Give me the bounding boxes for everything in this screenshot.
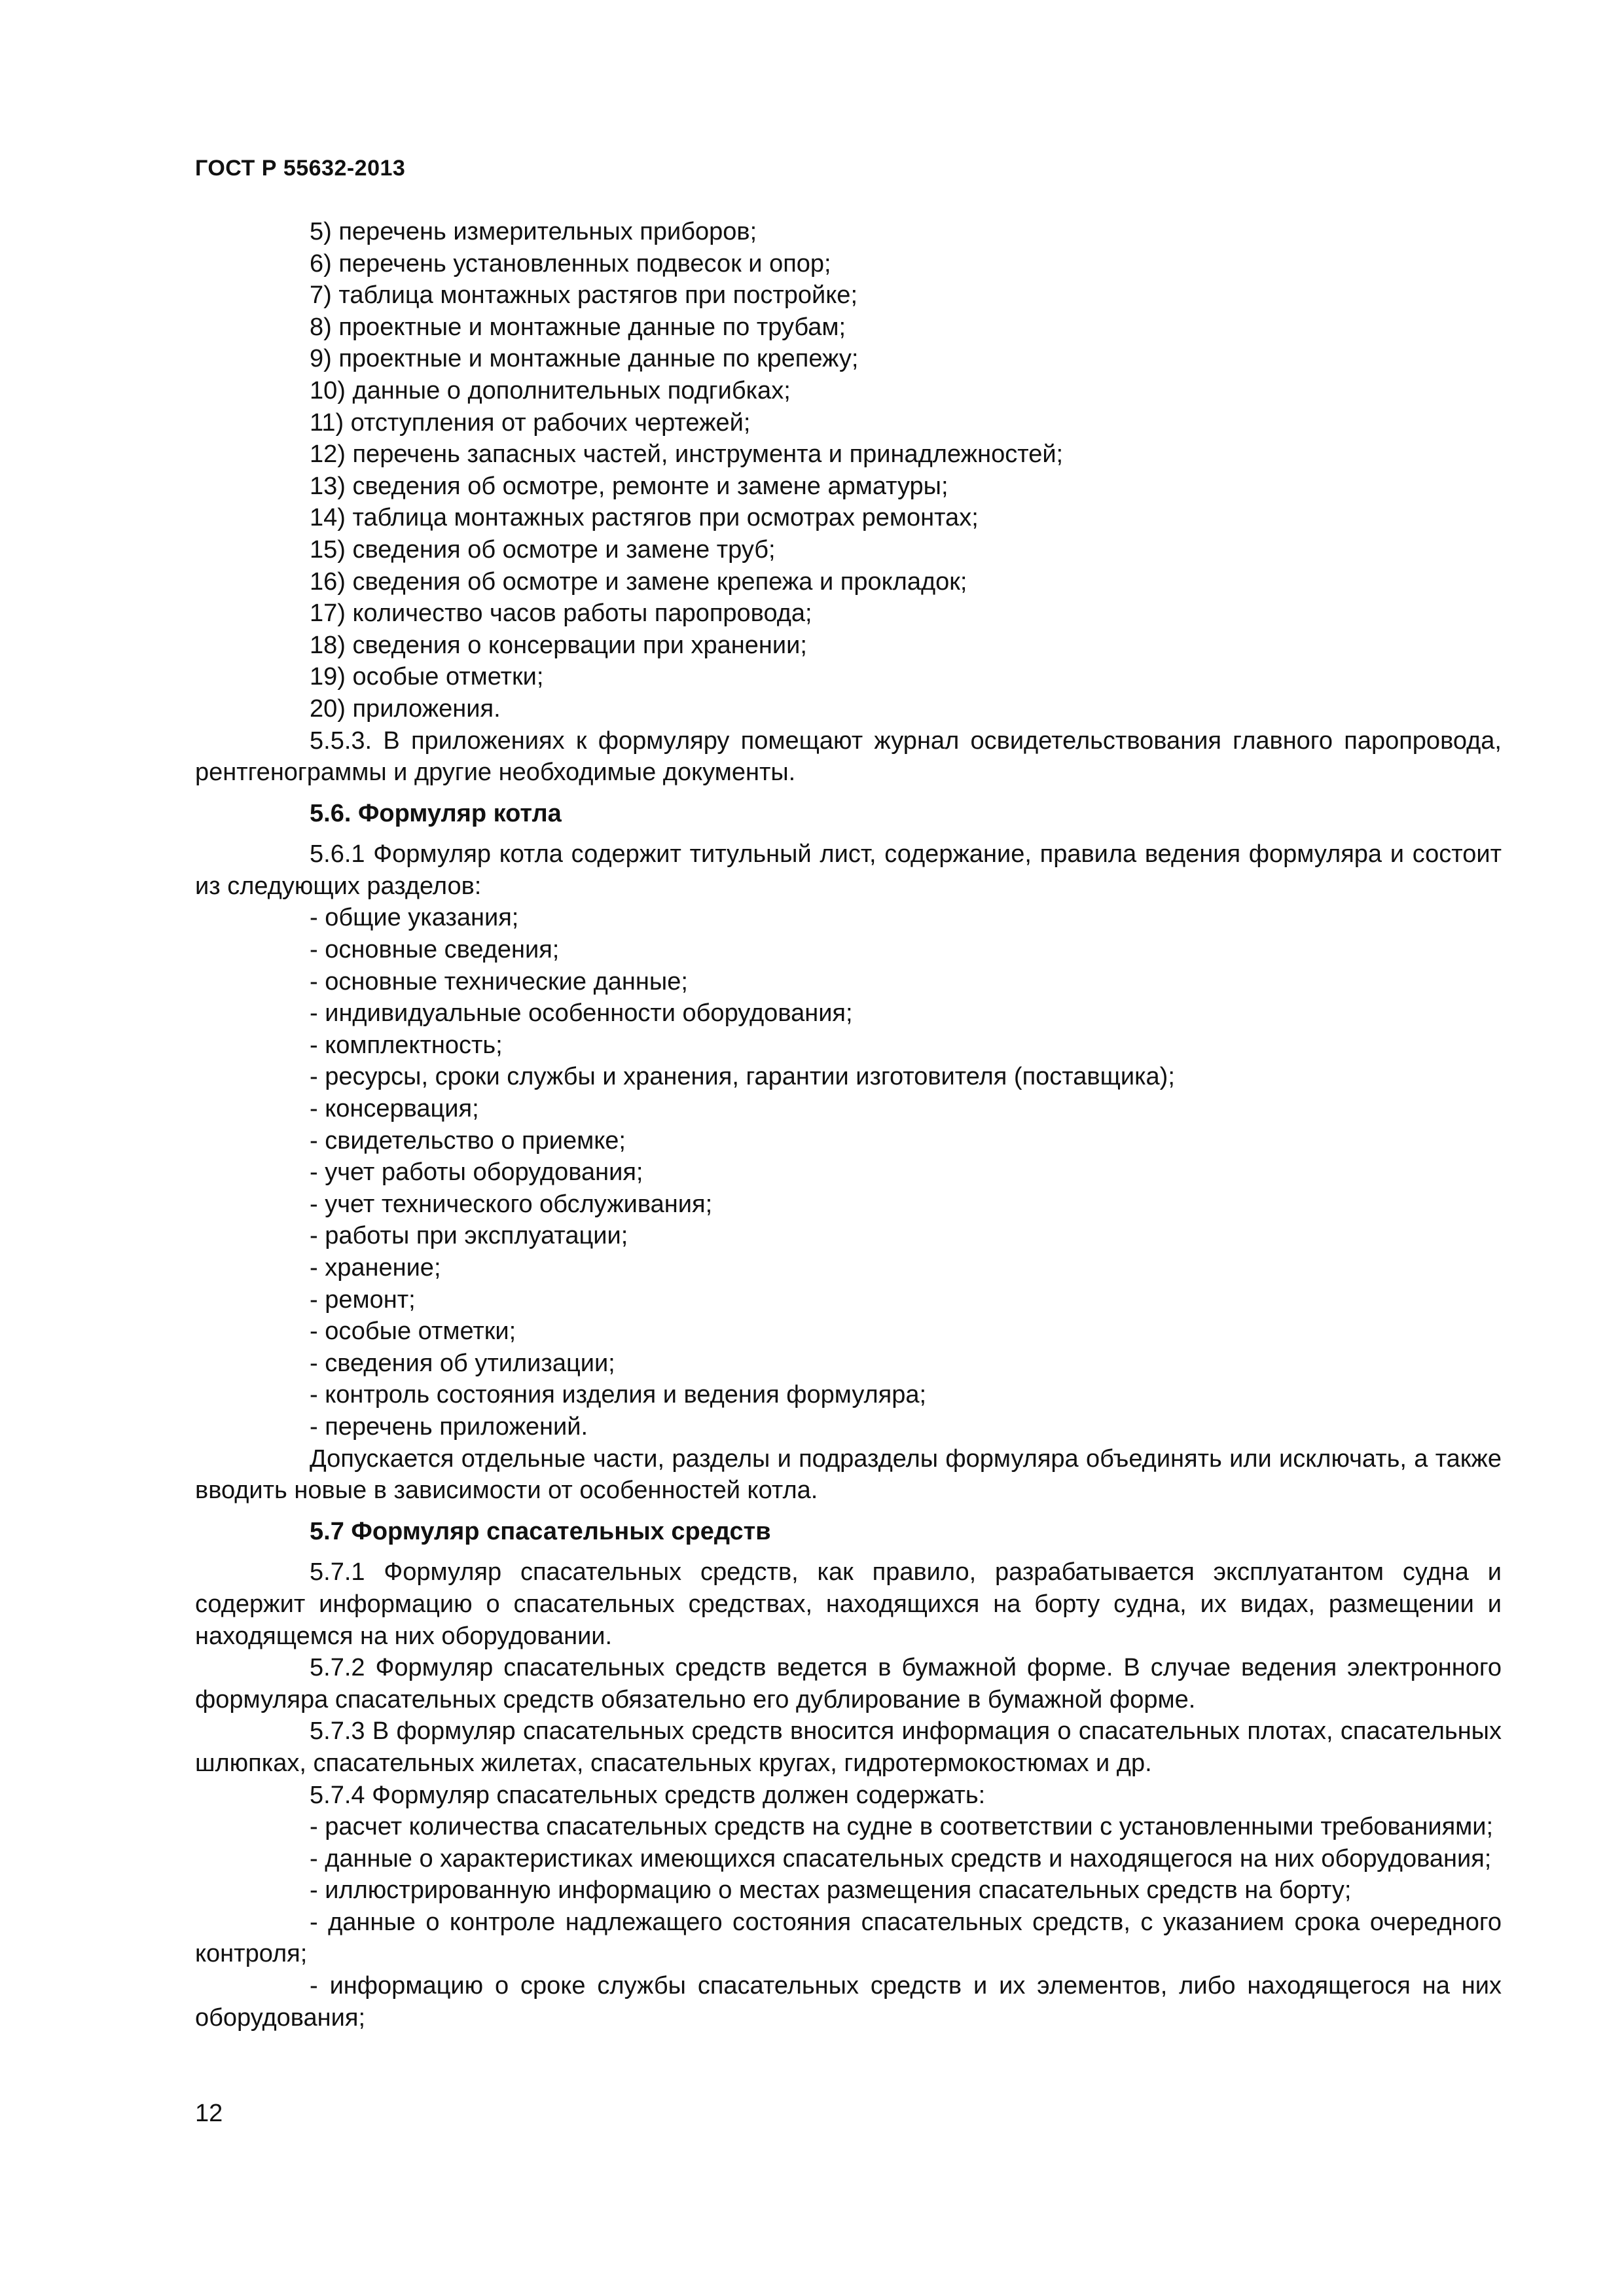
list-item: - ресурсы, сроки службы и хранения, гарантии изготовителя (поставщика); (310, 1063, 1175, 1091)
list-item: 16) сведения об осмотре и замене крепежа и прокладок; (310, 567, 967, 596)
paragraph-5-7-3: 5.7.3 В формуляр спасательных средств вносится информация о спасательных плотах, спасательных шлюпках, спасательных жилетах, спасательных кругах, гидротермокостюмах и др. (195, 1717, 1502, 1777)
list-item: - консервация; (310, 1095, 479, 1123)
list-item: 9) проектные и монтажные данные по крепежу; (310, 345, 859, 373)
page-body (195, 216, 1502, 2034)
list-item: - учет технического обслуживания; (310, 1190, 713, 1218)
list-item: 11) отступления от рабочих чертежей; (310, 408, 751, 437)
list-item: - контроль состояния изделия и ведения формуляра; (310, 1381, 927, 1409)
list-item: 18) сведения о консервации при хранении; (310, 631, 807, 659)
list-item: 15) сведения об осмотре и замене труб; (310, 535, 776, 564)
list-item: 13) сведения об осмотре, ремонте и замене арматуры; (310, 472, 948, 500)
list-item: - свидетельство о приемке; (310, 1126, 626, 1155)
document-code-header: ГОСТ Р 55632-2013 (195, 156, 406, 181)
paragraph-5-5-3: 5.5.3. В приложениях к формуляру помещают журнал освидетельствования главного паропровода, рентгенограммы и другие необходимые документы. (195, 726, 1502, 787)
list-item: - перечень приложений. (310, 1412, 588, 1441)
list-item: - особые отметки; (310, 1318, 516, 1346)
paragraph-5-6-1: 5.6.1 Формуляр котла содержит титульный лист, содержание, правила ведения формуляра и состоит из следующих разделов: (195, 840, 1502, 900)
list-item: - хранение; (310, 1254, 441, 1282)
list-item: - иллюстрированную информацию о местах размещения спасательных средств на борту; (310, 1876, 1352, 1905)
list-item: - информацию о сроке службы спасательных средств и их элементов, либо находящегося на них оборудования; (195, 1972, 1502, 2032)
list-item: 19) особые отметки; (310, 663, 544, 691)
list-item: - сведения об утилизации; (310, 1349, 615, 1377)
list-item: 6) перечень установленных подвесок и опор; (310, 249, 831, 278)
list-item: 20) приложения. (310, 694, 501, 723)
list-item: 10) данные о дополнительных подгибках; (310, 376, 791, 404)
list-item: - индивидуальные особенности оборудования; (310, 999, 853, 1028)
paragraph-5-7-2: 5.7.2 Формуляр спасательных средств ведется в бумажной форме. В случае ведения электронного формуляра спасательных средств обязательно его дублирование в бумажной форме. (195, 1654, 1502, 1713)
list-item: - работы при эксплуатации; (310, 1222, 628, 1250)
list-item: - учет работы оборудования; (310, 1158, 643, 1187)
list-item: - общие указания; (310, 904, 519, 932)
paragraph-5-6-allowance: Допускается отдельные части, разделы и подразделы формуляра объединять или исключать, а также вводить новые в зависимости от особенностей котла. (195, 1444, 1502, 1505)
section-heading-5-6: 5.6. Формуляр котла (310, 799, 562, 827)
list-item: - ремонт; (310, 1285, 416, 1314)
list-item: - основные технические данные; (310, 967, 688, 996)
list-5-6 (195, 902, 1502, 1443)
list-item: 17) количество часов работы паропровода; (310, 600, 812, 628)
paragraph-5-7-4: 5.7.4 Формуляр спасательных средств должен содержать: (310, 1781, 986, 1809)
list-item: 7) таблица монтажных растягов при постройке; (310, 281, 858, 310)
list-item: - расчет количества спасательных средств на судне в соответствии с установленными требованиями; (310, 1813, 1494, 1841)
list-item: - данные о контроле надлежащего состояния спасательных средств, с указанием срока очередного контроля; (195, 1908, 1502, 1968)
list-item: 14) таблица монтажных растягов при осмотрах ремонтах; (310, 504, 979, 532)
paragraph-5-7-1: 5.7.1 Формуляр спасательных средств, как правило, разрабатывается эксплуатантом судна и содержит информацию о спасательных средствах, находящихся на борту судна, их видах, размещении и находящемся на них оборудовании. (195, 1558, 1502, 1650)
list-item: 12) перечень запасных частей, инструмента и принадлежностей; (310, 440, 1064, 469)
list-5-5-2 (195, 216, 1502, 725)
page-number: 12 (195, 2100, 223, 2127)
list-5-7-4 (195, 1811, 1502, 2034)
list-item: - основные сведения; (310, 936, 560, 964)
list-item: - данные о характеристиках имеющихся спасательных средств и находящегося на них оборудования; (310, 1844, 1492, 1873)
list-item: 8) проектные и монтажные данные по трубам; (310, 313, 846, 341)
list-item: - комплектность; (310, 1031, 503, 1059)
list-item: 5) перечень измерительных приборов; (310, 218, 757, 245)
section-heading-5-7: 5.7 Формуляр спасательных средств (310, 1517, 771, 1545)
